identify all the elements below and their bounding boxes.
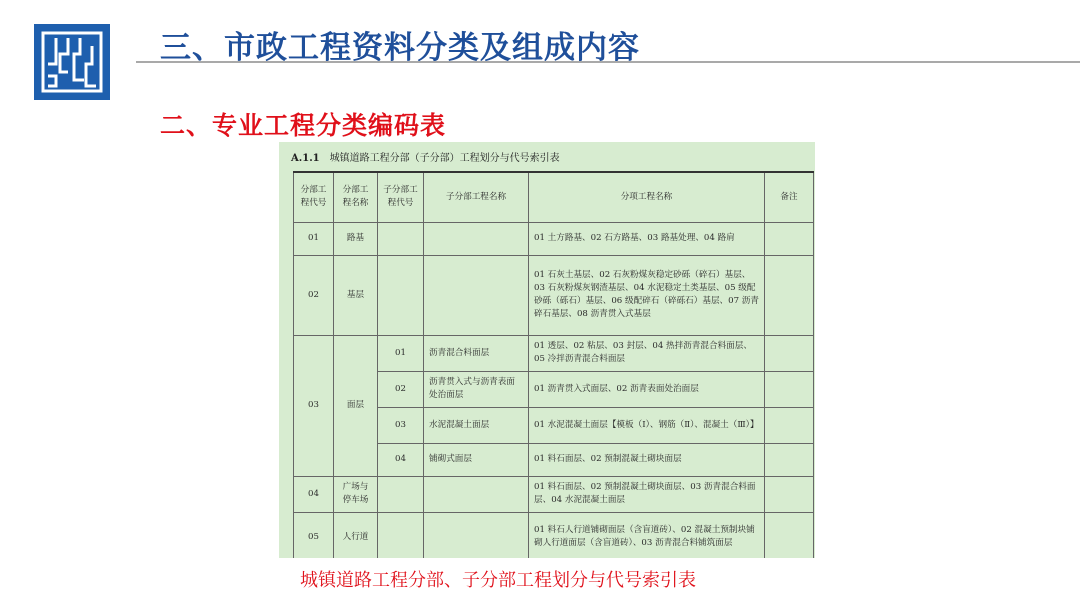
subdivision-code: 02 <box>378 371 424 407</box>
division-code: 02 <box>294 255 334 335</box>
item-names: 01 透层、02 粘层、03 封层、04 热拌沥青混合料面层、05 冷拌沥青混合料面层 <box>529 335 765 371</box>
division-code: 04 <box>294 476 334 512</box>
subdivision-code: 03 <box>378 407 424 443</box>
header-subdivision-name: 子分部工程名称 <box>424 172 529 222</box>
section-title: 二、专业工程分类编码表 <box>160 111 447 140</box>
subdivision-code: 01 <box>378 335 424 371</box>
subdivision-name <box>424 222 529 255</box>
division-name: 路基 <box>334 222 378 255</box>
subdivision-name <box>424 512 529 558</box>
division-name: 基层 <box>334 255 378 335</box>
table-figure <box>279 142 815 558</box>
company-logo <box>34 24 110 100</box>
slide-title: 三、市政工程资料分类及组成内容 <box>160 30 640 66</box>
remark <box>765 407 814 443</box>
division-name: 人行道 <box>334 512 378 558</box>
table-caption: 城镇道路工程分部、子分部工程划分与代号索引表 <box>300 570 696 591</box>
remark <box>765 222 814 255</box>
table-row <box>294 335 814 371</box>
subdivision-name: 水泥混凝土面层 <box>424 407 529 443</box>
division-code: 01 <box>294 222 334 255</box>
table-row <box>294 476 814 512</box>
subdivision-name: 沥青混合料面层 <box>424 335 529 371</box>
item-names: 01 沥青贯入式面层、02 沥青表面处治面层 <box>529 371 765 407</box>
subdivision-name <box>424 255 529 335</box>
item-names: 01 料石面层、02 预制混凝土砌块面层、03 沥青混合料面层、04 水泥混凝土面层 <box>529 476 765 512</box>
item-names: 01 料石面层、02 预制混凝土砌块面层 <box>529 443 765 476</box>
cscec-logo-icon <box>34 24 110 100</box>
table-row <box>294 512 814 558</box>
remark <box>765 476 814 512</box>
header-division-code: 分部工程代号 <box>294 172 334 222</box>
division-code: 03 <box>294 335 334 476</box>
title-divider <box>136 61 1080 63</box>
remark <box>765 512 814 558</box>
subdivision-code <box>378 476 424 512</box>
table-title-text: 城镇道路工程分部（子分部）工程划分与代号索引表 <box>329 153 560 164</box>
division-code-table <box>293 171 814 558</box>
item-names: 01 水泥混凝土面层【模板（Ⅰ）、钢筋（Ⅱ）、混凝土（Ⅲ）】 <box>529 407 765 443</box>
subdivision-code <box>378 512 424 558</box>
item-names: 01 土方路基、02 石方路基、03 路基处理、04 路肩 <box>529 222 765 255</box>
item-names: 01 料石人行道铺砌面层（含盲道砖）、02 混凝土预制块铺砌人行道面层（含盲道砖）、03 沥青混合料铺筑面层 <box>529 512 765 558</box>
subdivision-code: 04 <box>378 443 424 476</box>
header-item-name: 分项工程名称 <box>529 172 765 222</box>
header-division-name: 分部工程名称 <box>334 172 378 222</box>
table-number: A.1.1 <box>291 153 320 164</box>
division-name: 广场与停车场 <box>334 476 378 512</box>
subdivision-name <box>424 476 529 512</box>
header-subdivision-code: 子分部工程代号 <box>378 172 424 222</box>
remark <box>765 371 814 407</box>
subdivision-code <box>378 222 424 255</box>
remark <box>765 443 814 476</box>
item-names: 01 石灰土基层、02 石灰粉煤灰稳定砂砾（碎石）基层、03 石灰粉煤灰钢渣基层、04 水泥稳定土类基层、05 级配砂砾（砾石）基层、06 级配碎石（碎砾石）基层、07 沥青碎石基层、08 沥青贯入式基层 <box>529 255 765 335</box>
subdivision-code <box>378 255 424 335</box>
remark <box>765 255 814 335</box>
table-row <box>294 255 814 335</box>
division-code: 05 <box>294 512 334 558</box>
table-title <box>291 149 560 164</box>
subdivision-name: 沥青贯入式与沥青表面处治面层 <box>424 371 529 407</box>
division-name: 面层 <box>334 335 378 476</box>
remark <box>765 335 814 371</box>
table-header-row <box>294 172 814 222</box>
header-remark: 备注 <box>765 172 814 222</box>
table-row <box>294 222 814 255</box>
subdivision-name: 铺砌式面层 <box>424 443 529 476</box>
